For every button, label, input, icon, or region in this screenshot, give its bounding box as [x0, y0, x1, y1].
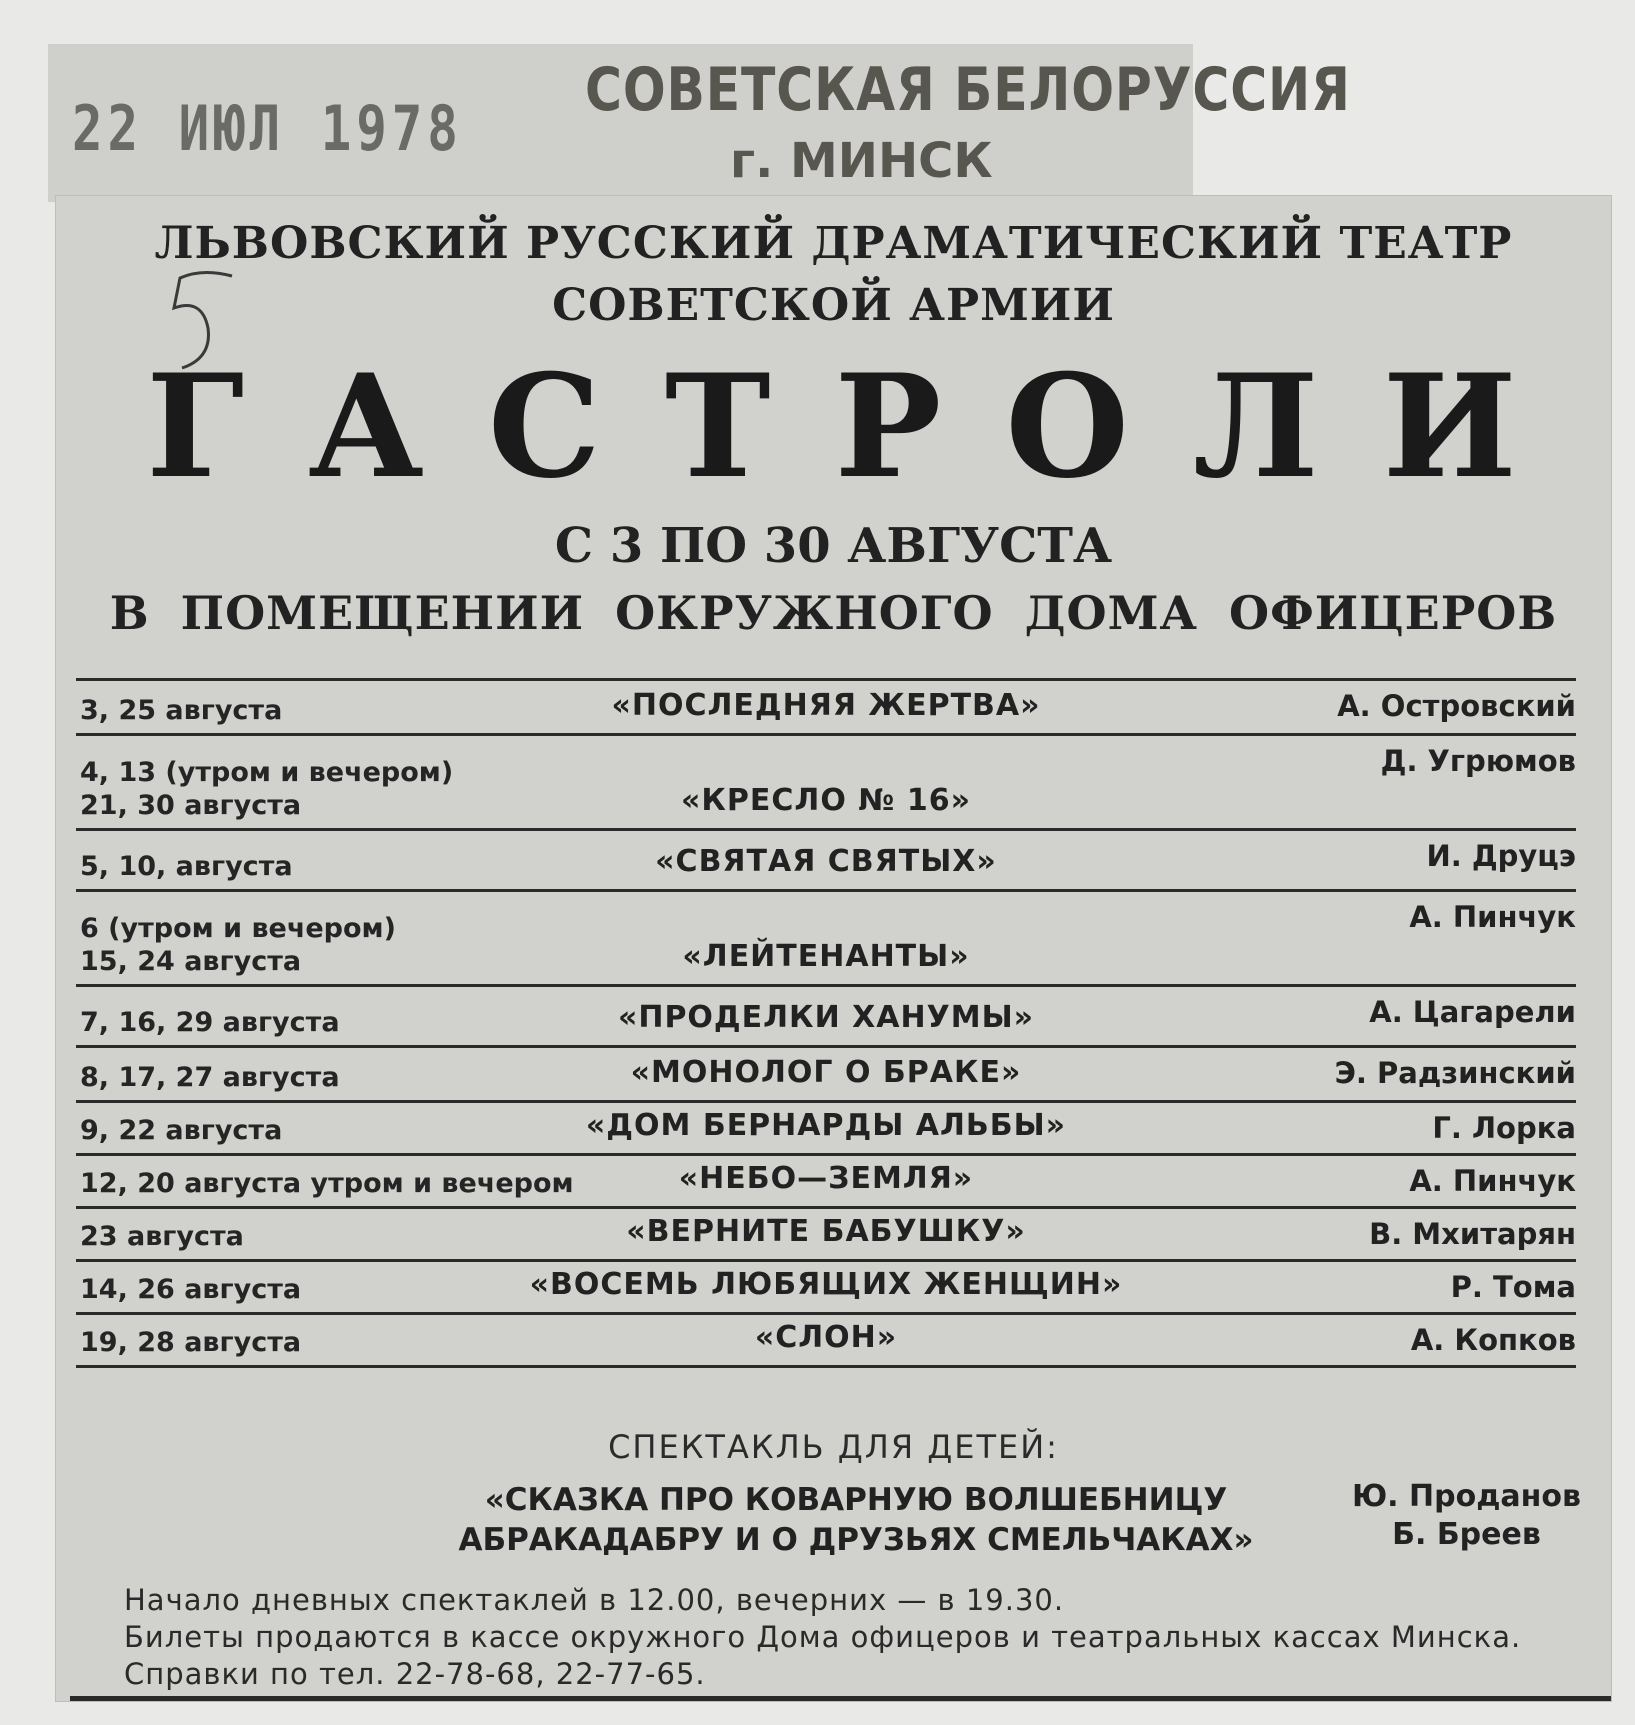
stamp-city: г. МИНСК [730, 133, 993, 189]
theatre-name-line2: СОВЕТСКОЙ АРМИИ [552, 280, 1115, 331]
performance-dates: 14, 26 августа [80, 1274, 302, 1305]
kids-author-2: Б. Бреев [1392, 1517, 1541, 1552]
play-title: «ПОСЛЕДНЯЯ ЖЕРТВА» [611, 688, 1041, 723]
kids-title-line2: АБРАКАДАБРУ И О ДРУЗЬЯХ СМЕЛЬЧАКАХ» [458, 1522, 1254, 1558]
schedule-row [76, 892, 1576, 987]
performance-dates: 7, 16, 29 августа [80, 1007, 340, 1038]
tour-dates: С 3 ПО 30 АВГУСТА [554, 518, 1113, 574]
schedule-row [76, 1262, 1576, 1315]
kids-authors [1352, 1478, 1581, 1554]
footer-line-times: Начало дневных спектаклей в 12.00, вечерних — в 19.30. [124, 1583, 1065, 1617]
play-author: А. Островский [1337, 689, 1576, 723]
kids-author-1: Ю. Проданов [1351, 1479, 1581, 1514]
tour-place: В ПОМЕЩЕНИИ ОКРУЖНОГО ДОМА ОФИЦЕРОВ [109, 586, 1558, 640]
schedule-row [76, 987, 1576, 1048]
performance-dates: 4, 13 (утром и вечером) 21, 30 августа [80, 757, 454, 821]
play-title: «ПРОДЕЛКИ ХАНУМЫ» [617, 1000, 1035, 1035]
schedule-row [76, 681, 1576, 736]
play-title: «КРЕСЛО № 16» [681, 783, 971, 818]
theatre-notice [56, 196, 1611, 1701]
bottom-rule [70, 1696, 1611, 1701]
kids-play-title [356, 1480, 1356, 1560]
schedule-row [76, 1209, 1576, 1262]
kids-title-line1: «СКАЗКА ПРО КОВАРНУЮ ВОЛШЕБНИЦУ [484, 1482, 1228, 1518]
play-title: «НЕБО—ЗЕМЛЯ» [678, 1161, 974, 1196]
performance-dates: 3, 25 августа [80, 695, 283, 726]
schedule-row [76, 831, 1576, 892]
schedule-row [76, 1156, 1576, 1209]
performance-dates: 8, 17, 27 августа [80, 1062, 340, 1093]
play-title: «СЛОН» [754, 1320, 898, 1355]
performance-dates: 23 августа [80, 1221, 244, 1252]
schedule-row [76, 1315, 1576, 1368]
play-title: «СВЯТАЯ СВЯТЫХ» [655, 844, 997, 879]
stamp-newspaper: СОВЕТСКАЯ БЕЛОРУССИЯ [585, 55, 1351, 125]
play-author: А. Пинчук [1409, 1164, 1576, 1198]
play-title: «ВОСЕМЬ ЛЮБЯЩИХ ЖЕНЩИН» [529, 1267, 1123, 1302]
schedule-row [76, 1048, 1576, 1103]
performance-dates: 6 (утром и вечером) 15, 24 августа [80, 913, 396, 977]
kids-heading: СПЕКТАКЛЬ ДЛЯ ДЕТЕЙ: [608, 1428, 1059, 1466]
performance-dates: 9, 22 августа [80, 1115, 283, 1146]
footer-line-phones: Справки по тел. 22-78-68, 22-77-65. [124, 1657, 706, 1691]
play-author: А. Цагарели [1369, 995, 1576, 1029]
performance-dates: 5, 10, августа [80, 851, 293, 882]
play-title: «ЛЕЙТЕНАНТЫ» [682, 939, 970, 974]
play-author: А. Копков [1410, 1323, 1576, 1357]
play-author: И. Друцэ [1426, 839, 1576, 873]
big-title: ГАСТРОЛИ [146, 344, 1581, 510]
performance-dates: 19, 28 августа [80, 1327, 302, 1358]
play-title: «ДОМ БЕРНАРДЫ АЛЬБЫ» [585, 1108, 1067, 1143]
schedule-table [76, 678, 1576, 1368]
play-title: «МОНОЛОГ О БРАКЕ» [630, 1055, 1022, 1090]
footer-line-tickets: Билеты продаются в кассе окружного Дома офицеров и театральных кассах Минска. [124, 1620, 1522, 1654]
play-author: А. Пинчук [1409, 900, 1576, 934]
performance-dates: 12, 20 августа утром и вечером [80, 1168, 574, 1199]
play-author: Д. Угрюмов [1380, 744, 1576, 778]
footer-info [124, 1582, 1574, 1693]
stamp-date: 22 ИЮЛ 1978 [72, 92, 463, 165]
schedule-row [76, 736, 1576, 831]
play-title: «ВЕРНИТЕ БАБУШКУ» [626, 1214, 1026, 1249]
play-author: В. Мхитарян [1369, 1217, 1576, 1251]
play-author: Э. Радзинский [1334, 1056, 1576, 1090]
schedule-row [76, 1103, 1576, 1156]
play-author: Р. Тома [1450, 1270, 1576, 1304]
play-author: Г. Лорка [1432, 1111, 1576, 1145]
theatre-name-line1: ЛЬВОВСКИЙ РУССКИЙ ДРАМАТИЧЕСКИЙ ТЕАТР [154, 218, 1513, 269]
